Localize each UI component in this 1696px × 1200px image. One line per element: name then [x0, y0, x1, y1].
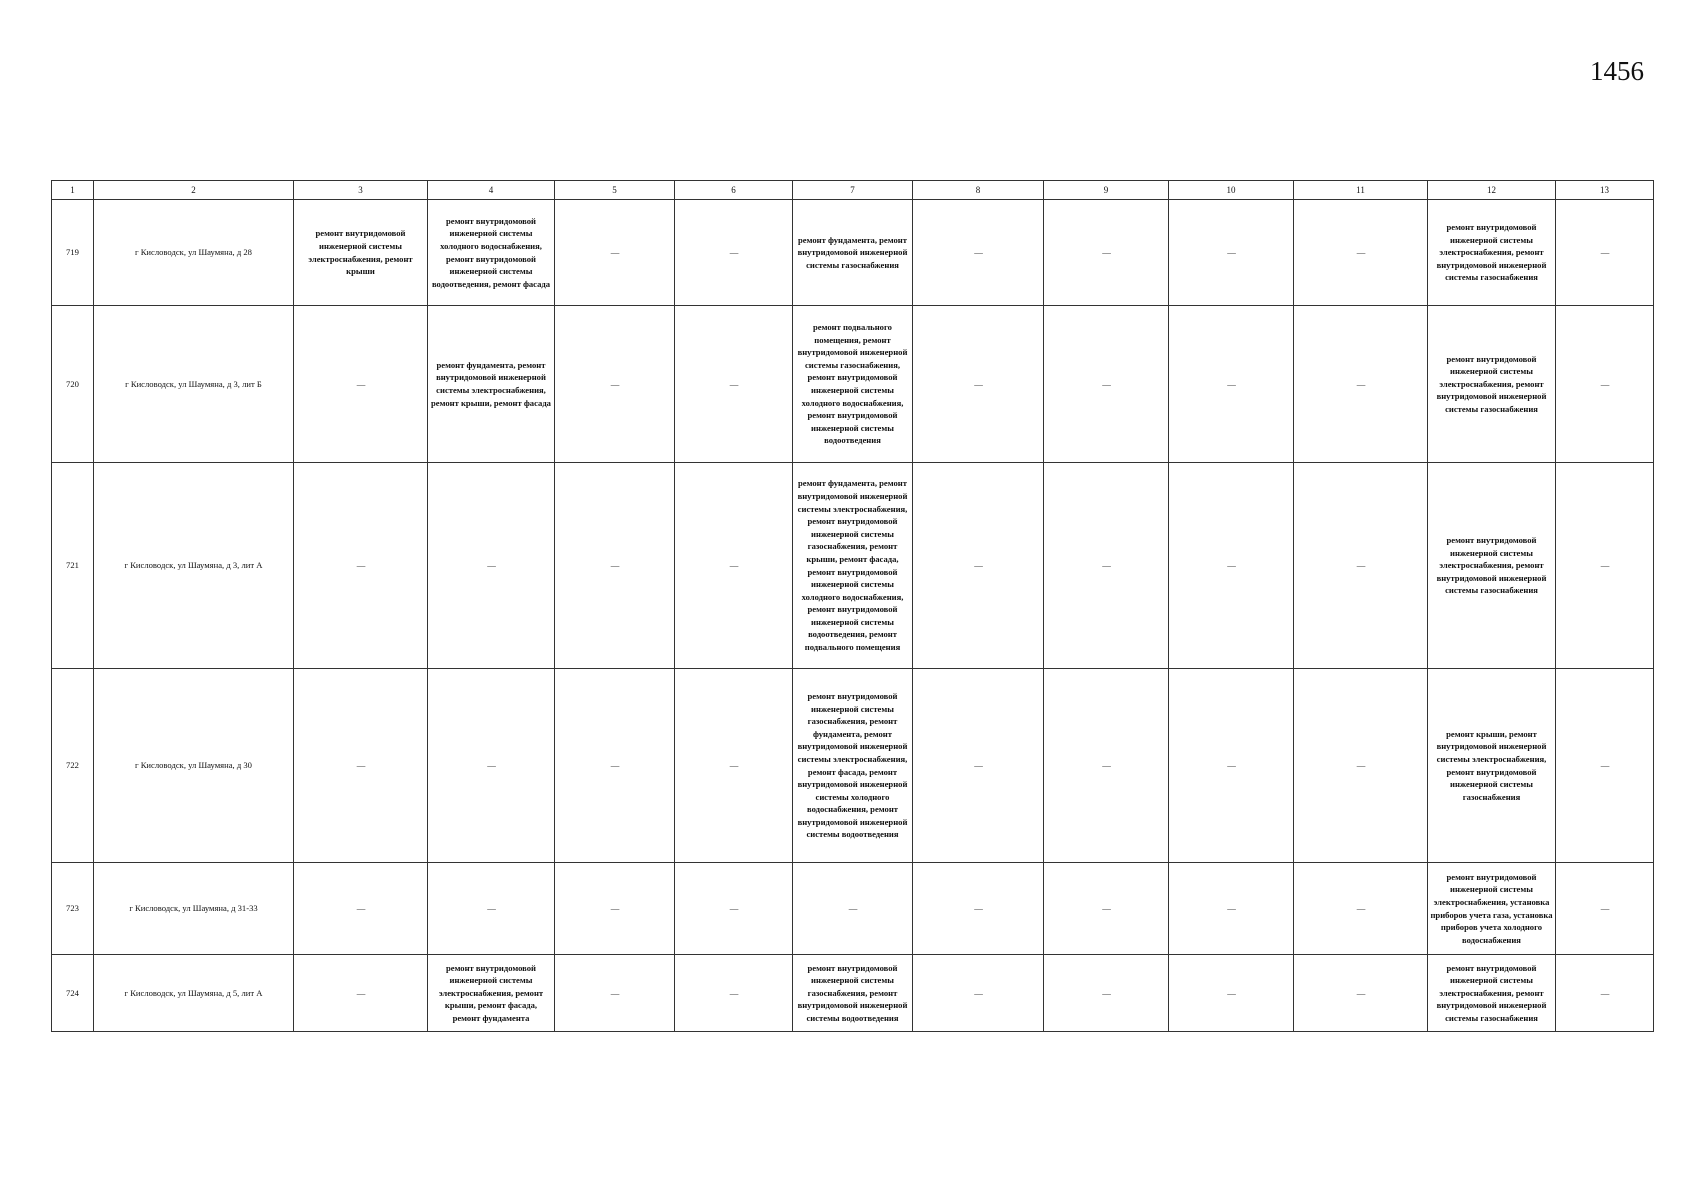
- column-header: 2: [94, 181, 294, 200]
- empty-value-cell: —: [1556, 306, 1654, 463]
- empty-value-cell: —: [1294, 306, 1428, 463]
- empty-value-cell: —: [913, 463, 1044, 669]
- empty-value-cell: —: [1044, 306, 1169, 463]
- empty-value-cell: —: [294, 306, 428, 463]
- empty-value-cell: —: [913, 306, 1044, 463]
- row-number-cell: 722: [52, 669, 94, 863]
- table-row: [52, 306, 1654, 463]
- empty-value-cell: —: [1044, 863, 1169, 955]
- address-cell: г Кисловодск, ул Шаумяна, д 30: [94, 669, 294, 863]
- empty-value-cell: —: [294, 463, 428, 669]
- row-number-cell: 723: [52, 863, 94, 955]
- empty-value-cell: —: [675, 863, 793, 955]
- column-header: 3: [294, 181, 428, 200]
- empty-value-cell: —: [294, 863, 428, 955]
- empty-value-cell: —: [1556, 863, 1654, 955]
- empty-value-cell: —: [1169, 306, 1294, 463]
- address-cell: г Кисловодск, ул Шаумяна, д 3, лит А: [94, 463, 294, 669]
- empty-value-cell: —: [913, 200, 1044, 306]
- table-row: [52, 955, 1654, 1032]
- repair-works-cell: ремонт внутридомовой инженерной системы газоснабжения, ремонт внутридомовой инженерной системы водоотведения: [793, 955, 913, 1032]
- empty-value-cell: —: [1169, 200, 1294, 306]
- empty-value-cell: —: [1294, 955, 1428, 1032]
- empty-value-cell: —: [675, 955, 793, 1032]
- empty-value-cell: —: [294, 955, 428, 1032]
- address-cell: г Кисловодск, ул Шаумяна, д 31-33: [94, 863, 294, 955]
- empty-value-cell: —: [675, 306, 793, 463]
- repair-works-cell: ремонт внутридомовой инженерной системы электроснабжения, ремонт внутридомовой инженерной системы газоснабжения: [1428, 306, 1556, 463]
- repair-works-cell: ремонт внутридомовой инженерной системы электроснабжения, ремонт крыши: [294, 200, 428, 306]
- column-number-row: [52, 181, 1654, 200]
- column-header: 4: [428, 181, 555, 200]
- repair-schedule-table: [51, 180, 1654, 1032]
- empty-value-cell: —: [793, 863, 913, 955]
- repair-works-cell: ремонт внутридомовой инженерной системы электроснабжения, ремонт крыши, ремонт фасада, ремонт фундамента: [428, 955, 555, 1032]
- empty-value-cell: —: [675, 669, 793, 863]
- empty-value-cell: —: [555, 669, 675, 863]
- empty-value-cell: —: [1169, 463, 1294, 669]
- empty-value-cell: —: [555, 863, 675, 955]
- page-number: 1456: [1590, 56, 1644, 86]
- empty-value-cell: —: [1556, 200, 1654, 306]
- repair-works-cell: ремонт подвального помещения, ремонт внутридомовой инженерной системы газоснабжения, ремонт внутридомовой инженерной системы холодного водоснабжения, ремонт внутридомовой инженерной системы водоотведения: [793, 306, 913, 463]
- empty-value-cell: —: [675, 200, 793, 306]
- column-header: 11: [1294, 181, 1428, 200]
- empty-value-cell: —: [555, 200, 675, 306]
- empty-value-cell: —: [428, 669, 555, 863]
- empty-value-cell: —: [555, 306, 675, 463]
- empty-value-cell: —: [428, 863, 555, 955]
- empty-value-cell: —: [555, 463, 675, 669]
- repair-works-cell: ремонт фундамента, ремонт внутридомовой инженерной системы газоснабжения: [793, 200, 913, 306]
- table-row: [52, 200, 1654, 306]
- empty-value-cell: —: [555, 955, 675, 1032]
- empty-value-cell: —: [294, 669, 428, 863]
- address-cell: г Кисловодск, ул Шаумяна, д 5, лит А: [94, 955, 294, 1032]
- column-header: 5: [555, 181, 675, 200]
- empty-value-cell: —: [1169, 955, 1294, 1032]
- address-cell: г Кисловодск, ул Шаумяна, д 28: [94, 200, 294, 306]
- empty-value-cell: —: [1556, 955, 1654, 1032]
- repair-works-cell: ремонт фундамента, ремонт внутридомовой инженерной системы электроснабжения, ремонт внутридомовой инженерной системы газоснабжения, ремонт крыши, ремонт фасада, ремонт внутридомовой инженерной системы холодного водоснабжения, ремонт внутридомовой инженерной системы водоотведения, ремонт подвального помещения: [793, 463, 913, 669]
- repair-works-cell: ремонт внутридомовой инженерной системы электроснабжения, ремонт внутридомовой инженерной системы газоснабжения: [1428, 955, 1556, 1032]
- column-header: 1: [52, 181, 94, 200]
- row-number-cell: 720: [52, 306, 94, 463]
- empty-value-cell: —: [1294, 463, 1428, 669]
- empty-value-cell: —: [1044, 463, 1169, 669]
- column-header: 8: [913, 181, 1044, 200]
- column-header: 6: [675, 181, 793, 200]
- empty-value-cell: —: [1556, 669, 1654, 863]
- empty-value-cell: —: [1044, 669, 1169, 863]
- empty-value-cell: —: [1294, 863, 1428, 955]
- table-row: [52, 669, 1654, 863]
- row-number-cell: 719: [52, 200, 94, 306]
- empty-value-cell: —: [1556, 463, 1654, 669]
- table-row: [52, 863, 1654, 955]
- row-number-cell: 721: [52, 463, 94, 669]
- empty-value-cell: —: [428, 463, 555, 669]
- empty-value-cell: —: [1169, 863, 1294, 955]
- column-header: 12: [1428, 181, 1556, 200]
- column-header: 9: [1044, 181, 1169, 200]
- empty-value-cell: —: [913, 955, 1044, 1032]
- repair-works-cell: ремонт внутридомовой инженерной системы холодного водоснабжения, ремонт внутридомовой инженерной системы водоотведения, ремонт фасада: [428, 200, 555, 306]
- empty-value-cell: —: [913, 863, 1044, 955]
- repair-works-cell: ремонт фундамента, ремонт внутридомовой инженерной системы электроснабжения, ремонт крыши, ремонт фасада: [428, 306, 555, 463]
- row-number-cell: 724: [52, 955, 94, 1032]
- repair-works-cell: ремонт крыши, ремонт внутридомовой инженерной системы электроснабжения, ремонт внутридомовой инженерной системы газоснабжения: [1428, 669, 1556, 863]
- empty-value-cell: —: [675, 463, 793, 669]
- column-header: 13: [1556, 181, 1654, 200]
- table-row: [52, 463, 1654, 669]
- empty-value-cell: —: [1294, 200, 1428, 306]
- column-header: 10: [1169, 181, 1294, 200]
- column-header: 7: [793, 181, 913, 200]
- empty-value-cell: —: [1044, 955, 1169, 1032]
- empty-value-cell: —: [1294, 669, 1428, 863]
- repair-works-cell: ремонт внутридомовой инженерной системы электроснабжения, установка приборов учета газа, установка приборов учета холодного водоснабжения: [1428, 863, 1556, 955]
- empty-value-cell: —: [913, 669, 1044, 863]
- empty-value-cell: —: [1169, 669, 1294, 863]
- address-cell: г Кисловодск, ул Шаумяна, д 3, лит Б: [94, 306, 294, 463]
- repair-works-cell: ремонт внутридомовой инженерной системы электроснабжения, ремонт внутридомовой инженерной системы газоснабжения: [1428, 200, 1556, 306]
- repair-works-cell: ремонт внутридомовой инженерной системы электроснабжения, ремонт внутридомовой инженерной системы газоснабжения: [1428, 463, 1556, 669]
- repair-works-cell: ремонт внутридомовой инженерной системы газоснабжения, ремонт фундамента, ремонт внутридомовой инженерной системы электроснабжения, ремонт фасада, ремонт внутридомовой инженерной системы холодного водоснабжения, ремонт внутридомовой инженерной системы водоотведения: [793, 669, 913, 863]
- empty-value-cell: —: [1044, 200, 1169, 306]
